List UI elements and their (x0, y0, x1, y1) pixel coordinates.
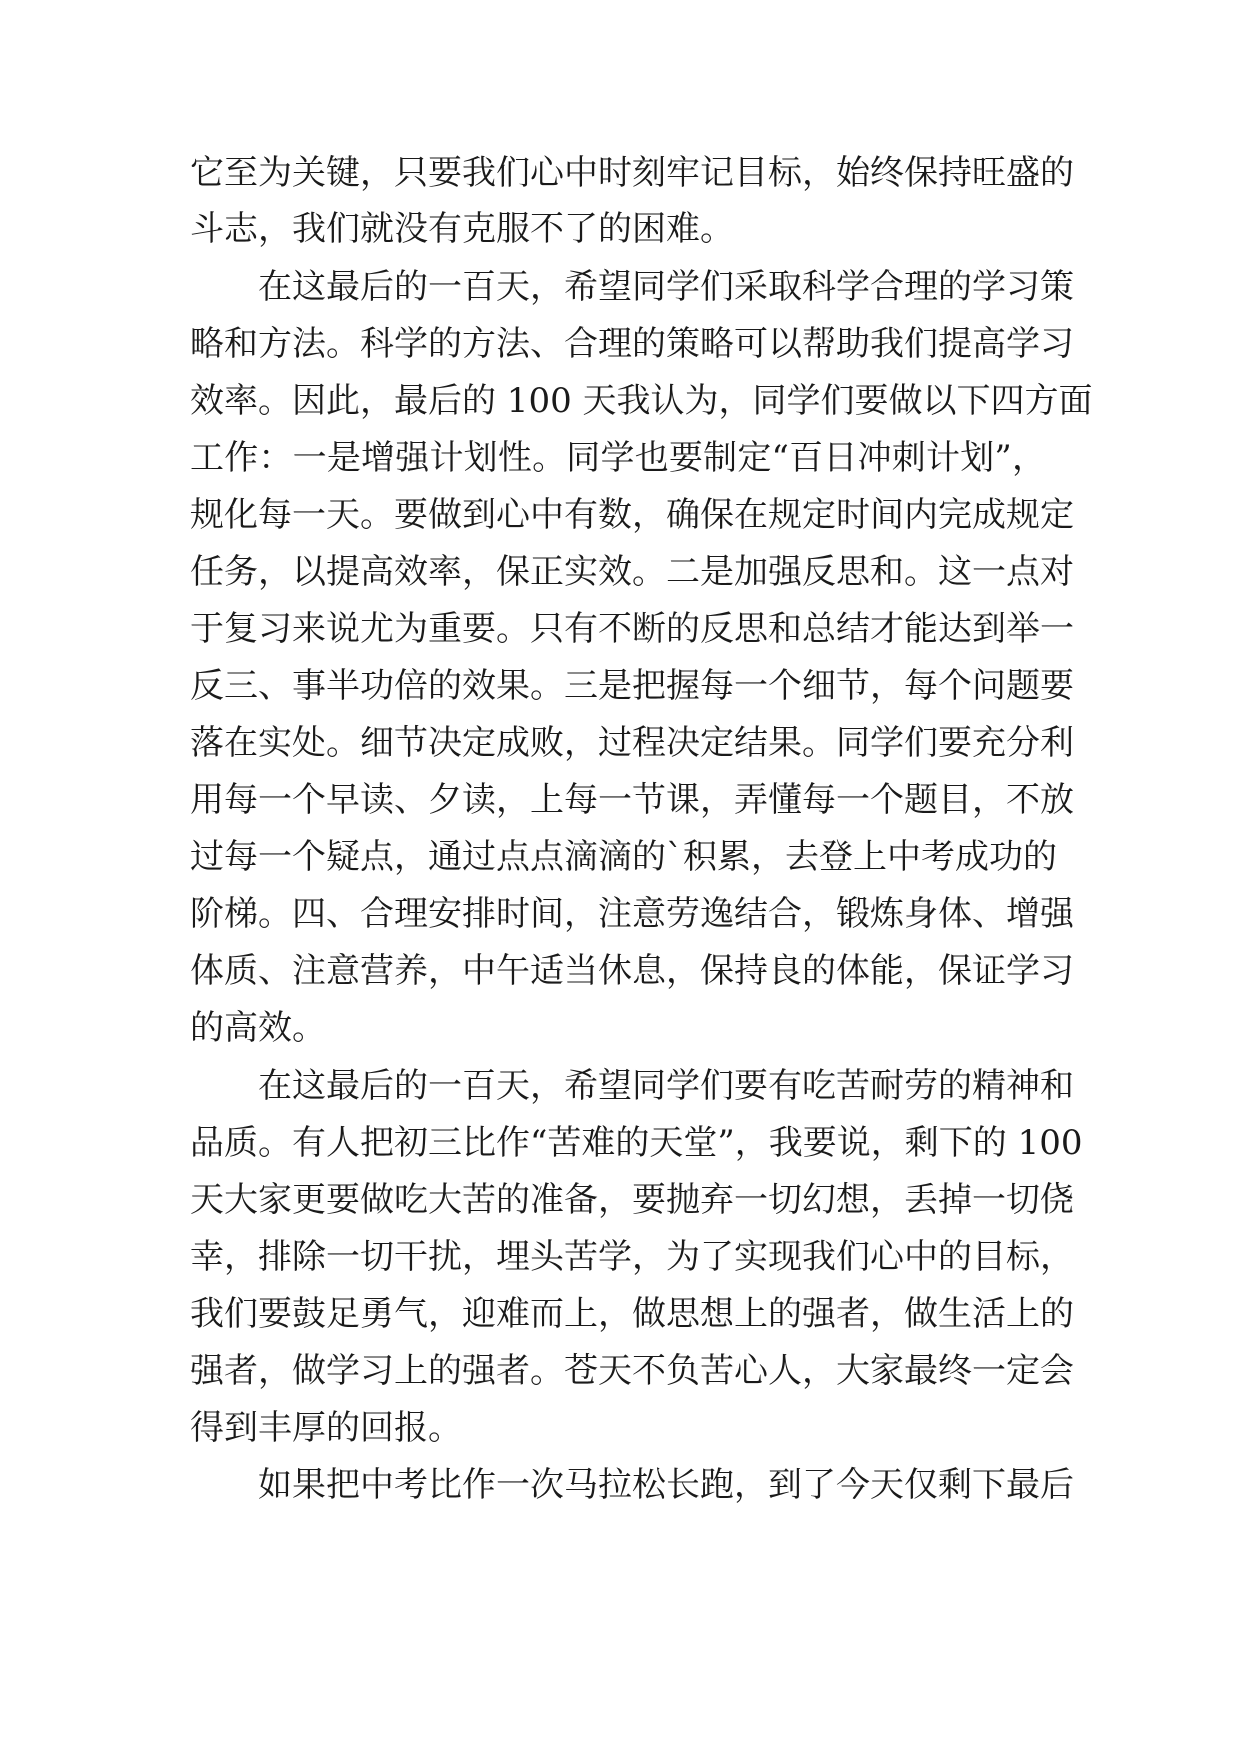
paragraph-first-line: 如果把中考比作一次马拉松长跑，到了今天仅剩下最后 (258, 1465, 1074, 1505)
text-line: 过每一个疑点，通过点点滴滴的`积累，去登上中考成功的 (190, 837, 1057, 877)
text-line: 用每一个早读、夕读，上每一节课，弄懂每一个题目，不放 (190, 780, 1074, 820)
text-line: 阶梯。四、合理安排时间，注意劳逸结合，锻炼身体、增强 (190, 894, 1074, 934)
text-line: 斗志，我们就没有克服不了的困难。 (190, 209, 734, 249)
text-line: 幸，排除一切干扰，埋头苦学，为了实现我们心中的目标， (190, 1237, 1074, 1277)
text-line: 品质。有人把初三比作“苦难的天堂”，我要说，剩下的 100 (190, 1123, 1083, 1163)
text-line: 略和方法。科学的方法、合理的策略可以帮助我们提高学习 (190, 324, 1074, 364)
text-line: 得到丰厚的回报。 (190, 1408, 462, 1448)
text-line: 天大家更要做吃大苦的准备，要抛弃一切幻想，丢掉一切侥 (190, 1180, 1074, 1220)
text-line: 落在实处。细节决定成败，过程决定结果。同学们要充分利 (190, 723, 1074, 763)
text-line: 体质、注意营养，中午适当休息，保持良的体能，保证学习 (190, 951, 1074, 991)
text-line: 效率。因此，最后的 100 天我认为，同学们要做以下四方面 (190, 381, 1093, 421)
text-line: 的高效。 (190, 1008, 326, 1048)
text-line: 于复习来说尤为重要。只有不断的反思和总结才能达到举一 (190, 609, 1074, 649)
text-line: 我们要鼓足勇气，迎难而上，做思想上的强者，做生活上的 (190, 1294, 1074, 1334)
text-line: 强者，做学习上的强者。苍天不负苦心人，大家最终一定会 (190, 1351, 1074, 1391)
text-line: 规化每一天。要做到心中有数，确保在规定时间内完成规定 (190, 495, 1074, 535)
text-line: 它至为关键，只要我们心中时刻牢记目标，始终保持旺盛的 (190, 153, 1074, 193)
paragraph-first-line: 在这最后的一百天，希望同学们采取科学合理的学习策 (258, 267, 1074, 307)
text-line: 工作：一是增强计划性。同学也要制定“百日冲刺计划”， (190, 438, 1046, 478)
paragraph-first-line: 在这最后的一百天，希望同学们要有吃苦耐劳的精神和 (258, 1066, 1074, 1106)
text-line: 反三、事半功倍的效果。三是把握每一个细节，每个问题要 (190, 666, 1074, 706)
text-line: 任务，以提高效率，保正实效。二是加强反思和。这一点对 (190, 552, 1074, 592)
